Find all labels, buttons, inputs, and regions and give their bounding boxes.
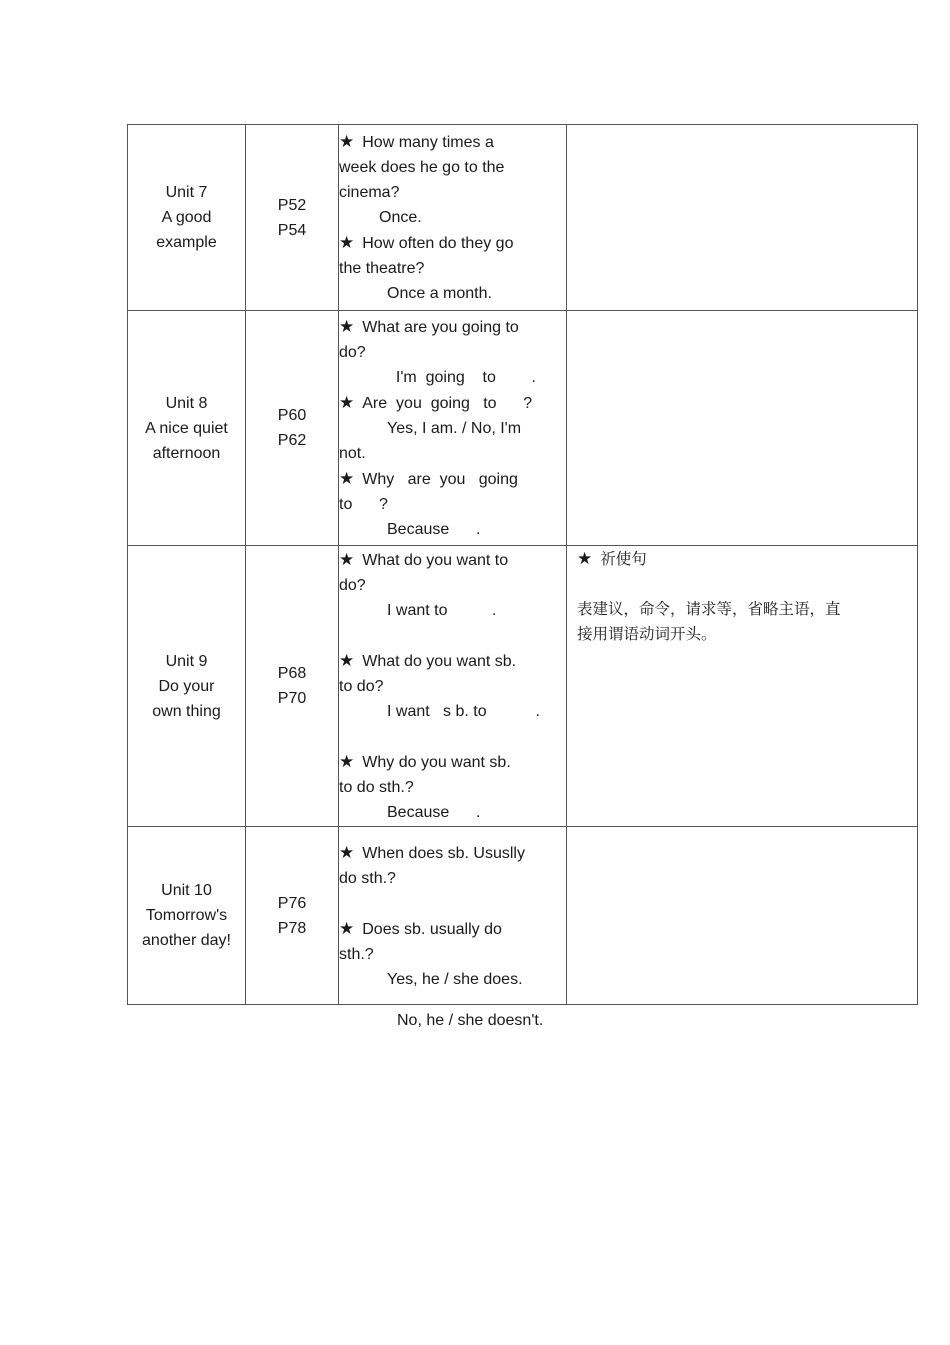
pattern-line	[339, 205, 566, 230]
pattern-text: Are you going to ?	[362, 395, 533, 412]
pattern-line	[339, 916, 566, 942]
unit-line: Do your	[158, 677, 215, 695]
pattern-text: When does sb. Ususlly	[362, 844, 525, 862]
pattern-text: Why are you going	[362, 471, 518, 488]
pattern-line	[339, 340, 566, 365]
page-ref: P76	[277, 894, 307, 912]
unit-cell	[128, 827, 246, 1005]
pattern-line	[339, 674, 566, 699]
pattern-line	[339, 390, 566, 416]
patterns-cell	[339, 125, 567, 311]
pattern-line	[339, 517, 566, 542]
star-icon: ★	[339, 550, 355, 569]
page-ref: P70	[277, 690, 307, 707]
patterns-cell	[339, 546, 567, 827]
note-line	[577, 572, 907, 597]
pattern-line	[339, 775, 566, 800]
pattern-line	[339, 724, 566, 749]
star-icon: ★	[339, 918, 355, 938]
pattern-text	[339, 627, 343, 644]
pattern-text: Because .	[387, 521, 481, 538]
grammar-table	[127, 124, 918, 1005]
pattern-text: I'm going to .	[387, 369, 536, 386]
unit-line: afternoon	[152, 444, 221, 462]
unit-cell	[128, 125, 246, 311]
pattern-line	[339, 967, 566, 992]
pattern-line	[339, 180, 566, 205]
pages-cell	[246, 311, 339, 546]
unit-line: Unit 8	[165, 394, 208, 412]
pattern-text: cinema?	[339, 184, 400, 201]
page-ref: P52	[277, 196, 307, 214]
pattern-line	[339, 466, 566, 492]
unit-line: A good	[161, 209, 212, 226]
pattern-line	[339, 891, 566, 916]
table-row	[128, 311, 918, 546]
pattern-line	[339, 648, 566, 674]
pattern-text: to do?	[339, 678, 384, 695]
pattern-text: How often do they go	[362, 235, 514, 252]
unit-cell	[128, 311, 246, 546]
table-row	[128, 827, 918, 1005]
unit-line: Unit 7	[165, 184, 208, 201]
note-text: 表建议，命令，请求等，省略主语，直	[577, 600, 841, 618]
star-icon: ★	[339, 233, 355, 252]
note-line	[577, 622, 907, 647]
unit-line: Tomorrow's	[145, 907, 228, 924]
pattern-line	[339, 800, 566, 825]
pattern-text: Once a month.	[387, 285, 492, 302]
pattern-line	[339, 314, 566, 340]
pattern-line	[339, 942, 566, 967]
page-ref: P54	[277, 221, 307, 239]
patterns-cell	[339, 311, 567, 546]
pattern-line	[339, 441, 566, 466]
pattern-line	[339, 230, 566, 256]
grammar-table-body	[128, 125, 918, 1005]
pattern-line	[339, 623, 566, 648]
pattern-line	[339, 492, 566, 517]
pattern-text: to ?	[339, 496, 388, 513]
pattern-text: What do you want sb.	[362, 653, 517, 670]
page-ref: P68	[277, 665, 307, 682]
star-icon: ★	[339, 752, 355, 771]
note-text: 接用谓语动词开头。	[577, 625, 717, 643]
pattern-text: do?	[339, 344, 366, 361]
pattern-line	[339, 129, 566, 155]
pattern-text: week does he go to the	[339, 159, 505, 176]
notes-cell	[567, 827, 918, 1005]
unit-line: own thing	[152, 702, 221, 720]
unit-line: Unit 10	[161, 882, 212, 899]
pattern-line	[339, 598, 566, 623]
patterns-cell	[339, 827, 567, 1005]
star-icon: ★	[577, 549, 593, 568]
pattern-line	[339, 749, 566, 775]
pages-cell	[246, 125, 339, 311]
star-icon: ★	[339, 393, 355, 412]
pattern-line	[339, 256, 566, 281]
pages-cell	[246, 546, 339, 827]
star-icon: ★	[339, 842, 355, 862]
unit-line: A nice quiet	[145, 419, 228, 437]
table-row	[128, 546, 918, 827]
pattern-text: I want s b. to .	[387, 703, 540, 720]
pattern-line	[339, 155, 566, 180]
pattern-line	[339, 573, 566, 598]
pattern-text: What are you going to	[362, 319, 519, 336]
pattern-text: I want to .	[387, 602, 497, 619]
notes-cell	[567, 546, 918, 827]
pattern-line	[339, 866, 566, 891]
pattern-text: sth.?	[339, 945, 374, 963]
table-row	[128, 125, 918, 311]
pattern-text: do?	[339, 577, 366, 594]
pattern-text: Because .	[387, 804, 481, 821]
trailing-answer: No, he / she doesn't.	[397, 1012, 544, 1029]
note-line	[577, 597, 907, 622]
note-text	[577, 575, 582, 593]
unit-line: Unit 9	[165, 652, 208, 670]
notes-cell	[567, 125, 918, 311]
unit-line: example	[156, 234, 217, 251]
pattern-text	[339, 728, 343, 745]
pattern-text: to do sth.?	[339, 779, 414, 796]
pattern-line	[339, 840, 566, 866]
page-ref: P60	[277, 407, 307, 424]
star-icon: ★	[339, 132, 355, 151]
star-icon: ★	[339, 317, 355, 336]
pages-cell	[246, 827, 339, 1005]
pattern-text: Yes, I am. / No, I'm	[387, 420, 522, 437]
pattern-text	[339, 895, 343, 912]
pattern-line	[339, 699, 566, 724]
pattern-line	[339, 416, 566, 441]
pattern-text: What do you want to	[362, 552, 509, 569]
page-ref: P62	[277, 432, 307, 449]
pattern-text: Yes, he / she does.	[387, 970, 523, 988]
pattern-line	[339, 547, 566, 573]
note-text: 祈使句	[600, 550, 647, 568]
page-ref: P78	[277, 919, 307, 937]
pattern-text: How many times a	[362, 134, 494, 151]
pattern-text: not.	[339, 445, 366, 462]
star-icon: ★	[339, 469, 355, 488]
notes-cell	[567, 311, 918, 546]
pattern-text: Does sb. usually do	[362, 920, 502, 938]
pattern-text: Once.	[379, 209, 422, 226]
pattern-text: Why do you want sb.	[362, 754, 511, 771]
pattern-line	[339, 365, 566, 390]
pattern-text: do sth.?	[339, 869, 396, 887]
unit-line: another day!	[142, 932, 231, 949]
pattern-line	[339, 281, 566, 306]
note-line	[577, 546, 907, 572]
star-icon: ★	[339, 651, 355, 670]
unit-cell	[128, 546, 246, 827]
pattern-text: the theatre?	[339, 260, 425, 277]
